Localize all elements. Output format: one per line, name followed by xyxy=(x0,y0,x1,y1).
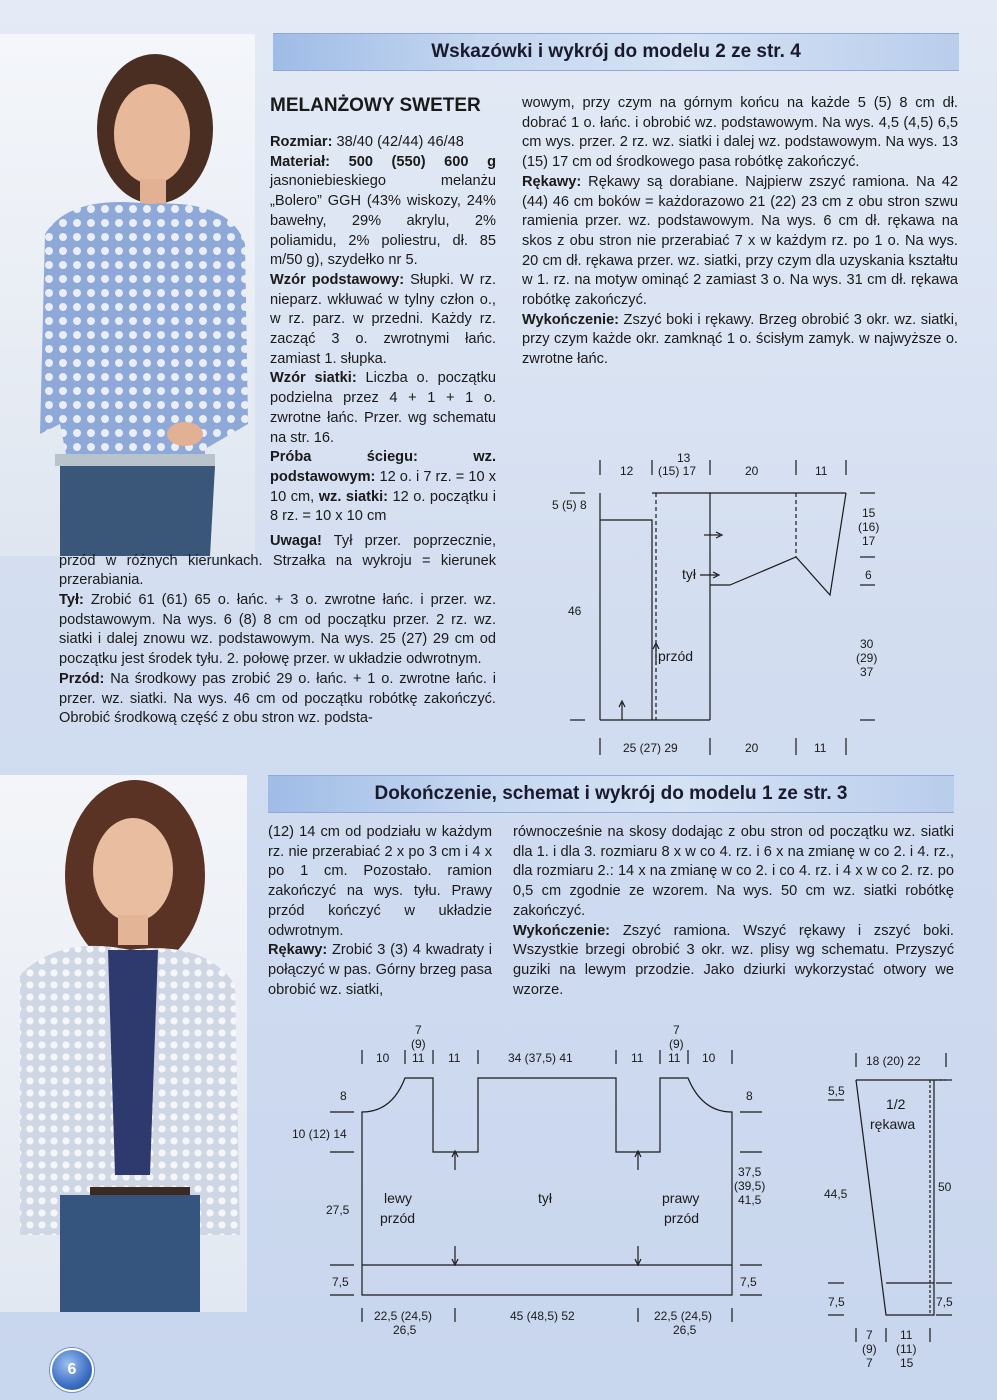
finishing-paragraph xyxy=(522,311,958,370)
mesh-pattern-label: Wzór siatki: xyxy=(270,370,357,387)
cardigan-top-dim-10-right: 10 xyxy=(702,1051,716,1065)
sweater-top-dim-13: 13 xyxy=(677,451,691,465)
mesh-pattern-text: Liczba o. początku podzielna przez 4 + 1 + 1 o. zwrotne łańc. Przer. wg schematu na str. 16. xyxy=(270,370,496,446)
sleeves-continued-paragraph xyxy=(513,823,954,922)
cardigan-top-dim-9-right: (9) xyxy=(669,1037,684,1051)
cardigan-sleeves-text: Zrobić 3 (3) 4 kwadraty i połączyć w pas. Górny brzeg pasa obrobić wz. siatki, xyxy=(268,942,492,998)
cardigan-finishing-label: Wykończenie: xyxy=(513,922,611,939)
sweater-left-dim-5-8: 5 (5) 8 xyxy=(552,498,587,512)
cardigan-bottom-dim-45-52: 45 (48,5) 52 xyxy=(510,1309,575,1323)
gauge-mesh-label: wz. siatki: xyxy=(318,488,389,505)
cardigan-right-dim-37-5: 37,5 xyxy=(738,1165,762,1179)
base-pattern-label: Wzór podstawowy: xyxy=(270,271,405,288)
cardigan-back-label: tył xyxy=(538,1190,552,1206)
cardigan-sleeves-paragraph xyxy=(268,941,492,1000)
gauge-mesh-text: 12 o. początku i 8 rz. = 10 x 10 cm xyxy=(270,488,496,525)
sleeve-bottom-dim-7: 7 xyxy=(866,1328,873,1342)
cardigan-top-dim-11-c: 11 xyxy=(631,1051,644,1065)
section-2-banner: Dokończenie, schemat i wykrój do modelu 1 ze str. 3 xyxy=(268,775,954,813)
right-front-label-line2: przód xyxy=(664,1210,700,1226)
cardigan-top-dim-7-left: 7 xyxy=(415,1023,422,1037)
sleeve-bottom-dim-15: 15 xyxy=(900,1356,914,1370)
sleeve-right-dim-50: 50 xyxy=(938,1180,952,1194)
gauge-label: Próba ściegu: wz. podstawowym: xyxy=(270,449,496,485)
sweater-right-dim-15: 15 xyxy=(862,506,876,520)
sleeve-bottom-dim-11: 11 xyxy=(900,1328,913,1342)
cardigan-bottom-dim-right-a: 22,5 (24,5) xyxy=(654,1309,713,1323)
sleeves-label: Rękawy: xyxy=(522,173,582,190)
sweater-top-dim-11: 11 xyxy=(815,464,828,478)
sleeve-bottom-dim-9: (9) xyxy=(862,1342,877,1356)
cardigan-finishing-text: Zszyć ramiona. Wszyć rękawy i zszyć boki. Wszystkie brzegi obrobić 3 okr. wz. plisy wg schematu. Przyszyć guziki na lewym przodzie. Jako dziurki wykorzystać otwory we wzorze. xyxy=(513,922,954,998)
mesh-pattern-paragraph xyxy=(270,369,496,448)
woman-cardigan-illustration xyxy=(0,775,247,1312)
section-2-right-text xyxy=(513,823,954,1000)
sleeve-title-line1: 1/2 xyxy=(886,1096,906,1112)
size-paragraph xyxy=(270,133,496,153)
cardigan-bottom-dim-left-b: 26,5 xyxy=(393,1323,417,1337)
cardigan-top-dim-10-left: 10 xyxy=(376,1051,390,1065)
cardigan-right-dim-39-5: (39,5) xyxy=(734,1179,766,1193)
sleeve-top-dim: 18 (20) 22 xyxy=(866,1054,921,1068)
sweater-schematic-diagram xyxy=(540,445,890,765)
section-2-left-text xyxy=(268,823,492,1000)
sweater-back-label: tył xyxy=(682,566,696,582)
sweater-right-dim-16: (16) xyxy=(858,520,880,534)
right-front-label-line1: prawy xyxy=(662,1190,700,1206)
cardigan-top-dim-7-right: 7 xyxy=(673,1023,680,1037)
gauge-text: 12 o. i 7 rz. = 10 x 10 cm, xyxy=(270,468,496,505)
front-continued-paragraph xyxy=(522,94,958,173)
cardigan-right-dim-41-5: 41,5 xyxy=(738,1193,762,1207)
sweater-right-dim-29: (29) xyxy=(856,651,878,665)
left-front-label-line1: lewy xyxy=(384,1190,413,1206)
base-pattern-text: Słupki. W rz. nieparz. wkłuwać w tylny człon o., w rz. parz. w przedni. Każdy rz. zacząć 3 o. zwrotnymi łańc. zamiast 1. słupka. xyxy=(270,271,496,367)
sleeves-paragraph xyxy=(522,173,958,311)
sleeve-bottom-dim-11b: (11) xyxy=(896,1342,917,1356)
cardigan-finishing-paragraph xyxy=(513,922,954,1001)
section-1-wide-text xyxy=(59,532,496,591)
woman-sweater-illustration xyxy=(0,34,255,556)
pattern-title: MELANŻOWY SWETER xyxy=(270,95,481,116)
back-text: Zrobić 61 (61) 65 o. łańc. + 3 o. zwrotne łańc. i przer. wz. podstawowym. Na wys. 6 (8) 8 cm od początku przer. 2 rz. wz. siatki i dalej znowu wz. podstawowym. Na wys. 25 (27) 29 cm od początku jest środek tyłu. 2. połowę przer. w układzie odwrotnym. xyxy=(59,592,496,668)
page-number-badge: 6 xyxy=(50,1348,94,1392)
cardigan-left-dim-8: 8 xyxy=(340,1089,347,1103)
section-1-left-text xyxy=(270,133,496,527)
sleeve-title-line2: rękawa xyxy=(870,1116,916,1132)
section-1-banner: Wskazówki i wykrój do modelu 2 ze str. 4 xyxy=(273,33,959,71)
sweater-bottom-dim-25-29: 25 (27) 29 xyxy=(623,741,678,755)
gauge-paragraph xyxy=(270,448,496,527)
note-paragraph xyxy=(59,532,496,591)
sweater-left-dim-46: 46 xyxy=(568,604,582,618)
front-label: Przód: xyxy=(59,670,105,687)
model-2-photo xyxy=(0,34,255,556)
material-paragraph xyxy=(270,153,496,271)
sweater-top-dim-20: 20 xyxy=(745,464,759,478)
sleeves-continued-text: równocześnie na skosy dodając z obu stron od początku wz. siatki dla 1. i dla 3. rozmiaru 8 x w co 4. rz. i 6 x na zmianę w co 2. i 4. rz., dla rozmiaru 2.: 14 x na zmianę w co 2. i co 4. rz. i 4 x w co 2. rz. po 0,5 cm zgodnie ze wzorem. Na wys. 50 cm wz. siatki robótkę zakończyć. xyxy=(513,824,954,919)
sleeve-left-dim-5-5: 5,5 xyxy=(828,1084,845,1098)
cardigan-schematic-diagram xyxy=(290,1020,770,1370)
cardigan-right-dim-8: 8 xyxy=(746,1089,753,1103)
sweater-right-dim-30: 30 xyxy=(860,637,874,651)
cardigan-top-dim-11-d: 11 xyxy=(668,1051,681,1065)
cardigan-left-dim-27-5: 27,5 xyxy=(326,1203,350,1217)
base-pattern-paragraph xyxy=(270,271,496,370)
size-label: Rozmiar: xyxy=(270,134,333,150)
finishing-label: Wykończenie: xyxy=(522,311,620,328)
back-label: Tył: xyxy=(59,592,84,608)
material-label: Materiał: 500 (550) 600 g xyxy=(270,153,496,170)
back-paragraph xyxy=(59,591,496,670)
cardigan-left-dim-7-5: 7,5 xyxy=(332,1275,349,1289)
fronts-continued-text: (12) 14 cm od podziału w każdym rz. nie przerabiać 2 x po 3 cm i 4 x po 1 cm. Pozostało. ramion zakończyć na wys. tyłu. Prawy przód kończyć w układzie odwrotnym. xyxy=(268,824,492,939)
sleeve-left-dim-7-5: 7,5 xyxy=(828,1295,845,1309)
cardigan-right-dim-7-5: 7,5 xyxy=(740,1275,757,1289)
front-continued-text: wowym, przy czym na górnym końcu na każde 5 (5) 8 cm dł. dobrać 1 o. łańc. i obrobić wz. podstawowym. Na wys. 4,5 (4,5) 6,5 cm wys. przer. 2 rz. wz. siatki i dalej wz. podstawowym. Na wys. 13 (15) 17 cm od środkowego pasa robótkę zakończyć. xyxy=(522,95,958,171)
sweater-top-dim-15-17: (15) 17 xyxy=(658,464,697,478)
sweater-top-dim-12: 12 xyxy=(620,464,634,478)
sleeve-schematic-diagram xyxy=(818,1045,963,1375)
sweater-bottom-dim-11: 11 xyxy=(814,741,827,755)
cardigan-bottom-dim-right-b: 26,5 xyxy=(673,1323,697,1337)
sweater-right-dim-6: 6 xyxy=(865,568,872,582)
model-1-photo xyxy=(0,775,247,1312)
sweater-right-dim-37: 37 xyxy=(860,665,874,679)
size-text: 38/40 (42/44) 46/48 xyxy=(332,134,464,150)
front-text: Na środkowy pas zrobić 29 o. łańc. + 1 o. zwrotne łańc. i przer. wz. siatki. Na wys. 46 cm od początku robótkę zakończyć. Obrobić środkową część z obu stron wz. podsta- xyxy=(59,670,496,727)
finishing-text: Zszyć boki i rękawy. Brzeg obrobić 3 okr. wz. siatki, przy czym każde okr. zamknąć 1 o. ścisłym zamyk. w najwyższe o. zwrotne łańc. xyxy=(522,311,958,368)
cardigan-sleeves-label: Rękawy: xyxy=(268,942,328,959)
note-text: Tył przer. poprzecznie, przód w różnych kierunkach. Strzałka na wykroju = kierunek przerabiania. xyxy=(59,533,496,589)
material-text: jasnoniebieskiego melanżu „Bolero” GGH (43% wiskozy, 24% bawełny, 29% akrylu, 2% poliamidu, 2% poliestru, dł. 85 m/50 g), szydełko nr 5. xyxy=(270,173,496,269)
sweater-front-label: przód xyxy=(658,648,694,664)
cardigan-top-dim-11-b: 11 xyxy=(448,1051,461,1065)
sleeve-left-dim-44-5: 44,5 xyxy=(824,1187,848,1201)
cardigan-top-dim-34-41: 34 (37,5) 41 xyxy=(508,1051,573,1065)
cardigan-top-dim-11-a: 11 xyxy=(412,1051,425,1065)
cardigan-top-dim-9-left: (9) xyxy=(411,1037,426,1051)
sweater-bottom-dim-20: 20 xyxy=(745,741,759,755)
sleeve-right-dim-7-5: 7,5 xyxy=(936,1295,953,1309)
note-label: Uwaga! xyxy=(270,533,322,549)
left-front-label-line2: przód xyxy=(380,1210,416,1226)
cardigan-bottom-dim-left-a: 22,5 (24,5) xyxy=(374,1309,433,1323)
sweater-right-dim-17: 17 xyxy=(862,534,876,548)
sleeves-text: Rękawy są dorabiane. Najpierw zszyć ramiona. Na 42 (44) 46 cm boków = każdorazowo 21 (22) 23 cm z obu stron szwu ramienia przer. wz. podstawowym. Na wys. 6 cm dł. rękawa na skos z obu stron nie przerabiać 7 x w każdym rz. po 1 o. Na wys. 20 cm dł. rękawa przer. wz. siatki, przy czym dla uzyskania kształtu w 1. rz. na motyw ominąć 2 zamiast 3 o. Na wys. 31 cm dł. rękawa robótkę zakończyć. xyxy=(522,173,958,309)
section-1-right-text xyxy=(522,94,958,370)
front-paragraph xyxy=(59,670,496,729)
cardigan-left-dim-10-14: 10 (12) 14 xyxy=(292,1127,347,1141)
fronts-continued-paragraph xyxy=(268,823,492,941)
sleeve-bottom-dim-7b: 7 xyxy=(866,1356,873,1370)
section-1-back-front-text xyxy=(59,591,496,729)
